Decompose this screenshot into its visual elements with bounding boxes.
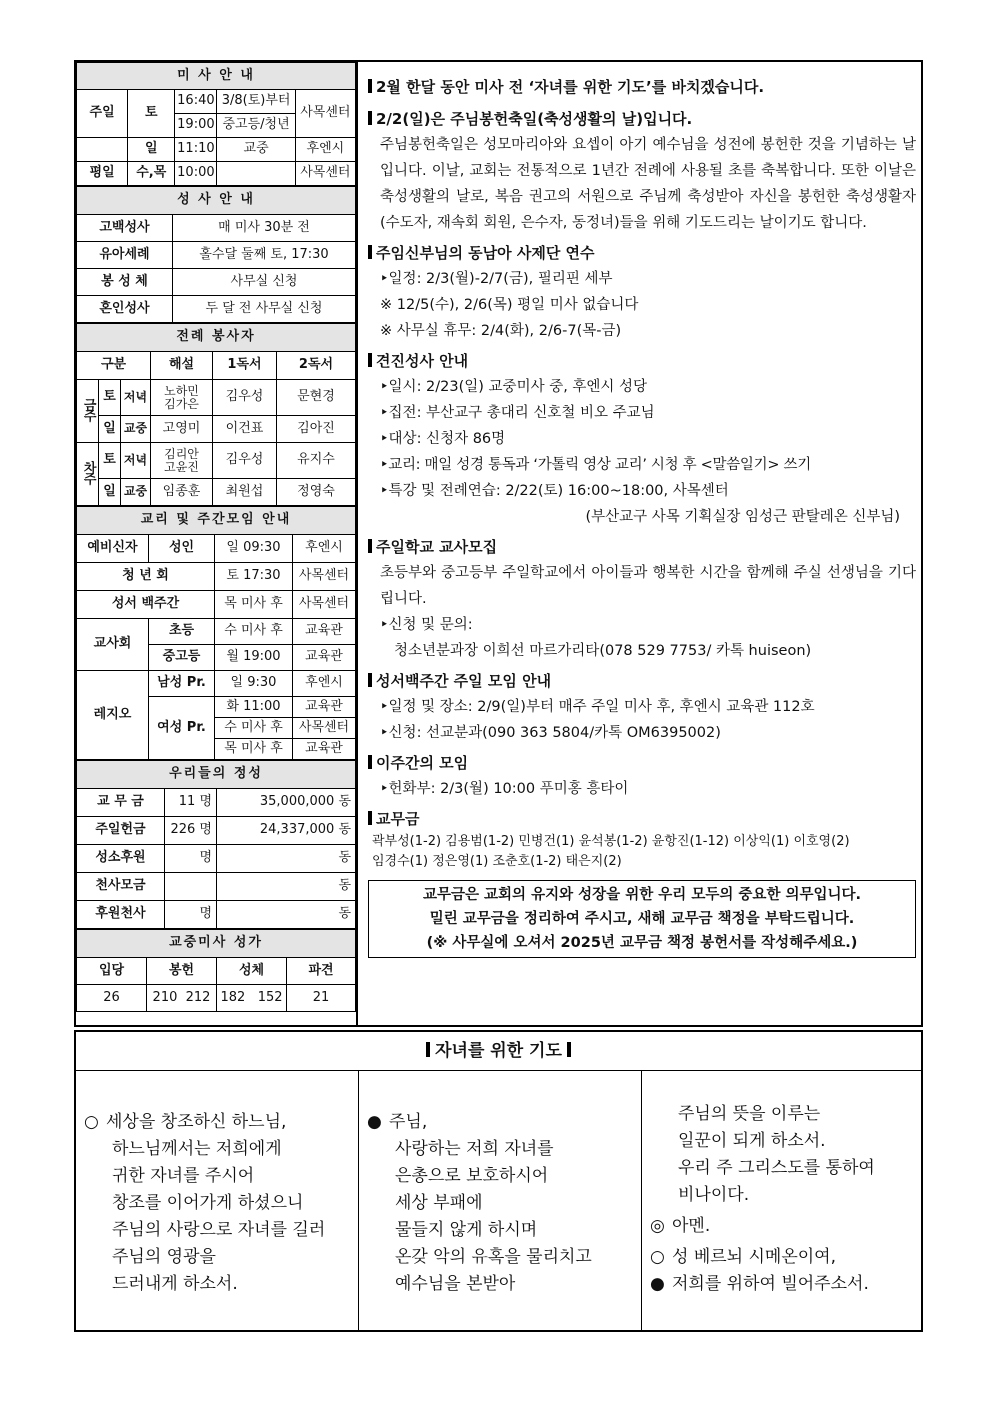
prayer-column-3 — [642, 1071, 921, 1330]
prayer-box — [74, 1030, 923, 1332]
offering-key: 성소후원 — [77, 845, 165, 873]
meetings-header: 교리 및 주간모임 안내 — [77, 507, 356, 535]
hymns-header: 교중미사 성가 — [77, 930, 356, 958]
legio-men-time: 일 9:30 — [215, 671, 293, 697]
recruit-contact: 청소년분과장 이희선 마르가리타(078 529 7753/ 카톡 huiseon) — [394, 643, 812, 659]
offering-header: 우리들의 정성 — [77, 761, 356, 789]
amen-text: 아멘. — [672, 1216, 711, 1236]
offering-key: 후원천사 — [77, 901, 165, 929]
sacrament-key: 유아세례 — [77, 242, 173, 269]
offering-amount: 동 — [217, 901, 356, 929]
reader-1: 이건표 — [213, 416, 277, 443]
bullet-bar-icon — [368, 245, 372, 259]
offering-count: 명 — [165, 845, 217, 873]
response-dot-icon: ● — [367, 1112, 382, 1132]
offering-count: 명 — [165, 901, 217, 929]
retreat-line: ※ 사무실 휴무: 2/4(화), 2/6-7(목-금) — [380, 323, 622, 339]
catechumen-time: 일 09:30 — [215, 535, 293, 563]
sat-place: 사목센터 — [295, 90, 355, 138]
weekday-time: 10:00 — [175, 162, 217, 186]
bullet-bar-icon — [567, 1042, 571, 1057]
youth-time: 토 17:30 — [215, 563, 293, 591]
sat-desc-1: 3/8(토)부터 — [217, 90, 295, 114]
response-text: 저희를 위하여 빌어주소서. — [672, 1274, 869, 1294]
offering-amount: 동 — [217, 873, 356, 901]
sat-desc-2: 중고등/청년 — [217, 114, 295, 138]
hymn-col: 파견 — [287, 958, 356, 985]
legio-women-place: 교육관 — [293, 739, 356, 760]
notice-line: 교무금은 교회의 유지와 성장을 위한 우리 모두의 중요한 의무입니다. — [422, 887, 862, 903]
legio-men-place: 후엔시 — [293, 671, 356, 697]
weekday-label: 평일 — [77, 162, 128, 186]
recruit-apply: ‣신청 및 문의: — [380, 617, 473, 633]
prayer-line: 귀한 자녀를 주시어 — [112, 1166, 255, 1186]
servers-col: 2독서 — [277, 352, 356, 380]
confirmation-line: ‣집전: 부산교구 총대리 신호철 비오 주교님 — [380, 405, 655, 421]
teachers-mid-place: 교육관 — [293, 645, 356, 671]
sun-time: 11:10 — [175, 138, 217, 162]
bullet-bar-icon — [368, 353, 372, 367]
server-day: 일 — [99, 479, 121, 506]
offering-amount: 동 — [217, 845, 356, 873]
versicle-text: 성 베르뇌 시메온이여, — [672, 1247, 837, 1267]
left-info-column — [76, 62, 358, 1025]
reader-1: 김우성 — [213, 380, 277, 416]
servers-col: 해설 — [151, 352, 213, 380]
sacrament-header: 성 사 안 내 — [77, 187, 356, 215]
prayer-line: 일꾼이 되게 하소서. — [678, 1131, 826, 1151]
hymn-value: 26 — [77, 985, 147, 1012]
leader-circle-icon: ○ — [84, 1112, 99, 1132]
sat-time-2: 19:00 — [175, 114, 217, 138]
hymn-col: 입당 — [77, 958, 147, 985]
mass-schedule-table — [76, 62, 356, 186]
bulletin-top — [74, 60, 923, 1027]
commentator: 고영미 — [151, 416, 213, 443]
hymn-value: 182 152 — [217, 985, 287, 1012]
bullet-bar-icon — [368, 755, 372, 769]
confirmation-line: ‣특강 및 전례연습: 2/22(토) 16:00~18:00, 사목센터 — [380, 483, 729, 499]
announcements-column — [368, 70, 916, 958]
dues-notice-box — [368, 880, 916, 958]
server-day: 토 — [99, 443, 121, 479]
youth-label: 청 년 회 — [77, 563, 215, 591]
teachers-elem-time: 수 미사 후 — [215, 619, 293, 645]
recruit-description: 초등부와 중고등부 주일학교에서 아이들과 행복한 시간을 함께해 주실 선생님을 기다립니다. — [380, 565, 916, 607]
next-week-label: 차주 — [80, 460, 96, 483]
sacrament-key: 고백성사 — [77, 215, 173, 242]
section-weekly-meetings: 이주간의 모임 — [368, 750, 916, 776]
sacrament-key: 혼인성사 — [77, 296, 173, 323]
offering-count — [165, 873, 217, 901]
section-prayer-month: 2월 한달 동안 미사 전 ‘자녀를 위한 기도’를 바치겠습니다. — [368, 74, 916, 100]
section-dues: 교무금 — [368, 806, 916, 832]
weekday-place: 사목센터 — [295, 162, 355, 186]
legio-women-place: 교육관 — [293, 697, 356, 718]
prayer-line: 예수님을 본받아 — [395, 1274, 516, 1294]
feast-description: 주님봉헌축일은 성모마리아와 요셉이 아기 예수님을 성전에 봉헌한 것을 기념하는 날입니다. 이날, 교회는 전통적으로 1년간 전례에 사용될 초를 축복합니다. 또한 이날은 축성생활의 날로, 복음 권고의 서원으로 주님께 축성받아 자신을 봉헌한 축성생활자(수도자, 재속회 회원, 은수자, 동정녀)들을 위해 기도드리는 날이기도 합니다. — [380, 137, 916, 231]
legio-women-place: 사목센터 — [293, 718, 356, 739]
bible-meeting-line: ‣일정 및 장소: 2/9(일)부터 매주 주일 미사 후, 후엔시 교육관 112호 — [380, 699, 815, 715]
weekday-days: 수,목 — [128, 162, 175, 186]
commentator: 임종훈 — [151, 479, 213, 506]
bullet-bar-icon — [368, 539, 372, 553]
youth-place: 사목센터 — [293, 563, 356, 591]
servers-col: 구분 — [77, 352, 151, 380]
teachers-mid-time: 월 19:00 — [215, 645, 293, 671]
server-type: 교중 — [121, 479, 151, 506]
section-bible-meeting: 성서백주간 주일 모임 안내 — [368, 668, 916, 694]
retreat-line: ‣일정: 2/3(월)-2/7(금), 필리핀 세부 — [380, 271, 613, 287]
offering-count: 226 명 — [165, 817, 217, 845]
confirmation-note: (부산교구 사목 기획실장 임성근 판탈레온 신부님) — [585, 509, 900, 525]
retreat-line: ※ 12/5(수), 2/6(목) 평일 미사 없습니다 — [380, 297, 639, 313]
prayer-column-1: ○ 세상을 창조하신 하느님, 하느님께서는 저희에게 귀한 자녀를 주시어 창조를 이어가게 하셨으니 주님의 사랑으로 자녀를 길러 주님의 영광을 드러내게 하소서. — [76, 1071, 359, 1330]
bible-meeting-line: ‣신청: 선교분과(090 363 5804/카톡 OM6395002) — [380, 725, 721, 741]
prayer-line: 주님의 영광을 — [112, 1247, 216, 1267]
server-type: 저녁 — [121, 443, 151, 479]
mass-header: 미 사 안 내 — [77, 63, 356, 90]
legio-women: 여성 Pr. — [149, 697, 215, 760]
saturday-label: 토 — [128, 90, 175, 138]
bible-time: 목 미사 후 — [215, 591, 293, 619]
sun-label: 일 — [128, 138, 175, 162]
reader-2: 문현경 — [277, 380, 356, 416]
catechumen-sub: 성인 — [149, 535, 215, 563]
notice-line: 밀린 교무금을 정리하여 주시고, 새해 교무금 책정을 부탁드립니다. — [429, 911, 855, 927]
sacrament-value: 홀수달 둘째 토, 17:30 — [173, 242, 356, 269]
bullet-bar-icon — [368, 79, 372, 93]
sacrament-key: 봉 성 체 — [77, 269, 173, 296]
legio-women-time: 목 미사 후 — [215, 739, 293, 760]
hymn-value: 210 212 — [147, 985, 217, 1012]
bullet-bar-icon — [426, 1042, 430, 1057]
prayer-line: 주님의 뜻을 이루는 — [678, 1104, 821, 1124]
reader-1: 최원섭 — [213, 479, 277, 506]
bullet-bar-icon — [368, 673, 372, 687]
this-week-label: 금주 — [80, 397, 96, 420]
offering-table — [76, 760, 356, 929]
servers-col: 1독서 — [213, 352, 277, 380]
sacrament-table — [76, 186, 356, 323]
offering-amount: 24,337,000 동 — [217, 817, 356, 845]
legio-women-time: 화 11:00 — [215, 697, 293, 718]
double-circle-icon: ◎ — [650, 1216, 665, 1236]
legio-women-time: 수 미사 후 — [215, 718, 293, 739]
servers-header: 전례 봉사자 — [77, 324, 356, 352]
meetings-table — [76, 506, 356, 760]
prayer-line: 주님의 사랑으로 자녀를 길러 — [112, 1220, 326, 1240]
offering-key: 천사모금 — [77, 873, 165, 901]
sacrament-value: 두 달 전 사무실 신청 — [173, 296, 356, 323]
section-confirmation: 견진성사 안내 — [368, 348, 916, 374]
catechumen-place: 후엔시 — [293, 535, 356, 563]
prayer-line: 드러내게 하소서. — [112, 1274, 238, 1294]
teachers-label: 교사회 — [77, 619, 149, 671]
reader-2: 김아진 — [277, 416, 356, 443]
reader-2: 유지수 — [277, 443, 356, 479]
hymns-table — [76, 929, 356, 1012]
server-day: 일 — [99, 416, 121, 443]
offering-key: 교 무 금 — [77, 789, 165, 817]
confirmation-line: ‣교리: 매일 성경 통독과 ‘가톨릭 영상 교리’ 시청 후 <말씀일기> 쓰기 — [380, 457, 811, 473]
teachers-mid: 중고등 — [149, 645, 215, 671]
server-day: 토 — [99, 380, 121, 416]
sacrament-value: 사무실 신청 — [173, 269, 356, 296]
notice-line: (※ 사무실에 오셔서 2025년 교무금 책정 봉헌서를 작성해주세요.) — [426, 935, 858, 951]
reader-2: 정영숙 — [277, 479, 356, 506]
prayer-line: 은총으로 보호하시어 — [395, 1166, 549, 1186]
catechumen-label: 예비신자 — [77, 535, 149, 563]
hymn-col: 봉헌 — [147, 958, 217, 985]
sun-desc: 교중 — [217, 138, 295, 162]
prayer-line: 우리 주 그리스도를 통하여 — [678, 1158, 875, 1178]
server-type: 저녁 — [121, 380, 151, 416]
sacrament-value: 매 미사 30분 전 — [173, 215, 356, 242]
dues-names: 임경수(1) 정은영(1) 조춘호(1-2) 태은지(2) — [372, 854, 622, 869]
prayer-line: 사랑하는 저희 자녀를 — [395, 1139, 554, 1159]
prayer-line: 하느님께서는 저희에게 — [112, 1139, 282, 1159]
hymn-value: 21 — [287, 985, 356, 1012]
bible-place: 사목센터 — [293, 591, 356, 619]
bullet-bar-icon — [368, 811, 372, 825]
sun-place: 후엔시 — [295, 138, 355, 162]
commentator: 노하민 김가은 — [151, 380, 213, 416]
confirmation-line: ‣일시: 2/23(일) 교중미사 중, 후엔시 성당 — [380, 379, 648, 395]
sunday-label: 주일 — [77, 90, 128, 138]
bible-label: 성서 백주간 — [77, 591, 215, 619]
hymn-col: 성체 — [217, 958, 287, 985]
prayer-line: 물들지 않게 하시며 — [395, 1220, 538, 1240]
weekly-meeting-line: ‣헌화부: 2/3(월) 10:00 푸미홍 흥타이 — [380, 781, 629, 797]
sat-time-1: 16:40 — [175, 90, 217, 114]
teachers-elem: 초등 — [149, 619, 215, 645]
server-type: 교중 — [121, 416, 151, 443]
prayer-line: 창조를 이어가게 하셨으니 — [112, 1193, 304, 1213]
legio-men: 남성 Pr. — [149, 671, 215, 697]
bullet-bar-icon — [368, 111, 372, 125]
confirmation-line: ‣대상: 신청자 86명 — [380, 431, 506, 447]
section-teacher-recruit: 주일학교 교사모집 — [368, 534, 916, 560]
prayer-line: 세상 부패에 — [395, 1193, 483, 1213]
dues-names: 곽부성(1-2) 김용범(1-2) 민병건(1) 윤석봉(1-2) 윤항진(1-12) 이상익(1) 이호영(2) — [372, 834, 850, 849]
commentator: 김리안 고윤진 — [151, 443, 213, 479]
section-presentation-feast: 2/2(일)은 주님봉헌축일(축성생활의 날)입니다. — [368, 106, 916, 132]
offering-key: 주일헌금 — [77, 817, 165, 845]
teachers-elem-place: 교육관 — [293, 619, 356, 645]
prayer-line: 온갖 악의 유혹을 물리치고 — [395, 1247, 592, 1267]
prayer-title: 자녀를 위한 기도 — [76, 1032, 921, 1071]
response-dot-icon: ● — [650, 1274, 665, 1294]
legio-label: 레지오 — [77, 671, 149, 760]
section-pastor-retreat: 주임신부님의 동남아 사제단 연수 — [368, 240, 916, 266]
prayer-column-2: ● 주님, 사랑하는 저희 자녀를 은총으로 보호하시어 세상 부패에 물들지 않게 하시며 온갖 악의 유혹을 물리치고 예수님을 본받아 — [359, 1071, 642, 1330]
leader-circle-icon: ○ — [650, 1247, 665, 1267]
offering-amount: 35,000,000 동 — [217, 789, 356, 817]
servers-table — [76, 323, 356, 506]
reader-1: 김우성 — [213, 443, 277, 479]
offering-count: 11 명 — [165, 789, 217, 817]
prayer-line: 비나이다. — [678, 1185, 750, 1205]
